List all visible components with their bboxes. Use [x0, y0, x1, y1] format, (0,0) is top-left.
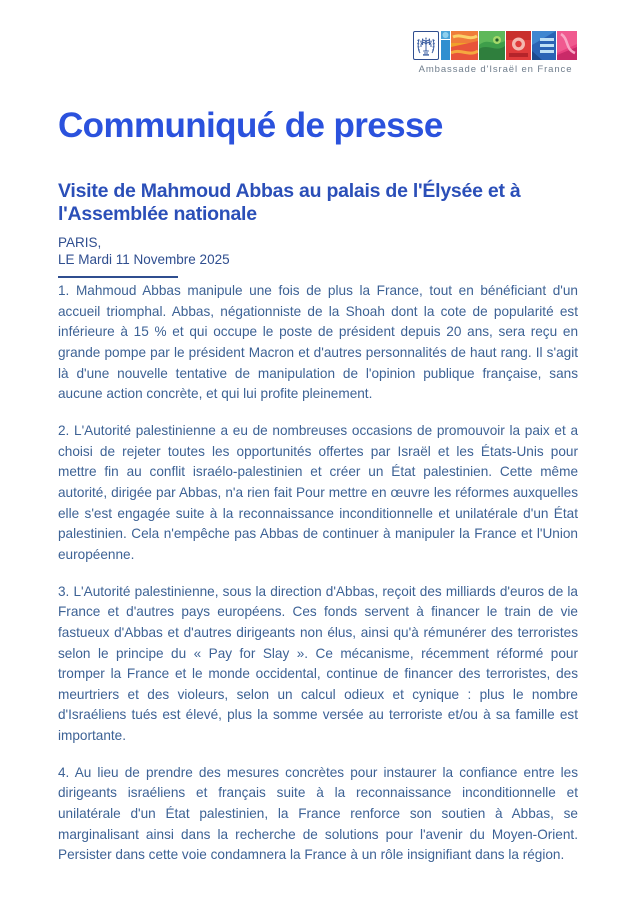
- paragraph-2: 2. L'Autorité palestinienne a eu de nombreuses occasions de promouvoir la paix et a choisi de rejeter toutes les opportunités offertes par Israël et les États-Unis pour mettre fin au conflit israélo-palestinien et créer un État palestinien. Cette même autorité, dirigée par Abbas, n'a rien fait Pour mettre en œuvre les réformes auxquelles elle s'est engagée suite à la reconnaissance inconditionnelle et unilatérale d'un État palestinien. Cela n'empêche pas Abbas de continuer à manipuler la France et l'Union européenne.: [58, 422, 578, 562]
- dateline-rule: [58, 276, 178, 279]
- wordmark-letter-l: [557, 31, 577, 60]
- israel-wordmark: [441, 30, 578, 60]
- logo-wordmark-row: [413, 30, 578, 60]
- dateline-date: LE Mardi 11 Novembre 2025: [58, 252, 230, 268]
- wordmark-letter-e: [532, 31, 556, 60]
- wordmark-letter-i: [441, 31, 450, 60]
- wordmark-letter-a: [506, 31, 531, 60]
- wordmark-letter-s: [451, 31, 478, 60]
- israel-state-emblem-menorah-icon: [413, 31, 439, 60]
- page-subtitle: Visite de Mahmoud Abbas au palais de l'Élysée et à l'Assemblée nationale: [58, 180, 521, 225]
- paragraph-1: 1. Mahmoud Abbas manipule une fois de plus la France, tout en bénéficiant d'un accueil triomphal. Abbas, négationniste de la Shoah dont la cote de popularité est inférieure à 15 % et qui occupe le poste de président depuis 20 ans, sera reçu en grande pompe par le président Macron et d'autres personnalités de haut rang. Il s'agit là d'une nouvelle tentative de manipulation de l'opinion publique française, sans aucune action concrète, et qui lui profite pleinement.: [58, 283, 578, 402]
- dateline: [58, 234, 230, 278]
- paragraph-4: 4. Au lieu de prendre des mesures concrètes pour instaurer la confiance entre les dirigeants israéliens et français suite à la reconnaissance inconditionnelle et unilatérale d'un État palestinien, la France renforce son soutien à Abbas, se marginalisant ainsi dans la recherche de solutions pour l'avenir du Moyen-Orient. Persister dans cette voie condamnera la France à un rôle insignifiant dans la région.: [58, 764, 578, 863]
- press-release-body: [58, 281, 578, 866]
- paragraph-3: 3. L'Autorité palestinienne, sous la direction d'Abbas, reçoit des milliards d'euros de la France et d'autres pays européens. Ces fonds servent à financer le train de vie fastueux d'Abbas et d'autres dirigeants non élus, ainsi qu'à rémunérer des terroristes selon le principe du « Pay for Slay ». Ce mécanisme, récemment réformé pour tromper la France et le monde occidental, continue de financer des terroristes, des meurtriers et des violeurs, selon un calcul odieux et cynique : plus le nombre d'Israéliens tués est élevé, plus la somme versée au terroriste et/ou à sa famille est importante.: [58, 583, 578, 744]
- wordmark-letter-r: [479, 31, 505, 60]
- embassy-tagline: Ambassade d'Israël en France: [418, 64, 573, 75]
- embassy-logo: [413, 30, 578, 75]
- page-title: Communiqué de presse: [58, 106, 443, 145]
- dateline-place: PARIS,: [58, 235, 102, 250]
